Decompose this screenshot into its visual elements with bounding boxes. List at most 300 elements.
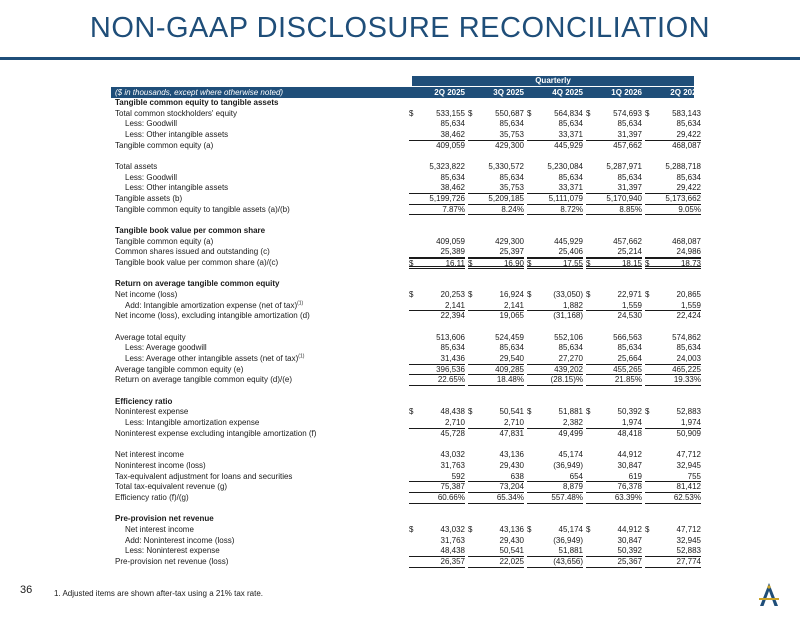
cell-value: 85,634 — [676, 172, 701, 182]
table-cell — [586, 311, 642, 322]
table-cell — [409, 472, 465, 483]
table-cell — [586, 407, 642, 418]
dollar-sign: $ — [409, 259, 414, 269]
cell-value: 7.87% — [442, 204, 465, 214]
cell-value: 25,397 — [499, 247, 524, 257]
dollar-sign: $ — [645, 259, 650, 269]
table-cell — [409, 205, 465, 216]
table-row — [111, 258, 701, 269]
table-cell — [527, 525, 583, 536]
table-cell — [527, 247, 583, 258]
table-cell — [645, 258, 701, 269]
dollar-sign: $ — [409, 290, 414, 300]
cell-value: 524,459 — [495, 332, 524, 342]
table-cell — [409, 482, 465, 493]
table-cell — [468, 365, 524, 376]
cell-value: 85,634 — [558, 119, 583, 129]
table-cell — [586, 301, 642, 312]
cell-value: 8.85% — [619, 204, 642, 214]
table-row — [111, 162, 701, 173]
section-heading: Tangible book value per common share — [115, 226, 266, 236]
table-cell — [468, 375, 524, 386]
dollar-sign: $ — [645, 108, 650, 118]
table-cell — [586, 173, 642, 184]
cell-value: 5,111,079 — [548, 194, 583, 204]
table-cell — [645, 354, 701, 365]
cell-value: 45,174 — [558, 450, 583, 460]
table-cell — [409, 194, 465, 205]
table-cell — [409, 536, 465, 547]
table-cell — [645, 237, 701, 248]
row-label: Net income (loss), excluding intangible amortization (d) — [115, 311, 310, 321]
row-label: Total assets — [115, 162, 158, 172]
spacer-row — [111, 269, 694, 280]
section-heading-row — [111, 226, 694, 237]
table-cell — [527, 407, 583, 418]
table-cell — [409, 365, 465, 376]
cell-value: 43,032 — [440, 450, 465, 460]
row-label: Tangible assets (b) — [115, 194, 183, 204]
table-cell — [586, 343, 642, 354]
cell-value: 85,634 — [617, 172, 642, 182]
cell-value: 564,834 — [554, 108, 583, 118]
table-cell — [645, 119, 701, 130]
row-label: Noninterest income (loss) — [115, 460, 206, 470]
cell-value: 24,003 — [676, 354, 701, 364]
table-cell — [645, 557, 701, 568]
table-cell — [468, 429, 524, 440]
cell-value: 45,174 — [558, 524, 583, 534]
cell-value: 5,173,662 — [665, 194, 701, 204]
table-cell — [409, 311, 465, 322]
spacer-row — [111, 440, 694, 451]
cell-value: 31,397 — [617, 183, 642, 193]
table-cell — [409, 258, 465, 269]
cell-value: (36,949) — [553, 460, 583, 470]
row-label: Return on average tangible common equity (d)/(e) — [115, 375, 292, 385]
table-cell — [527, 536, 583, 547]
cell-value: 566,563 — [613, 332, 642, 342]
table-row — [111, 290, 701, 301]
cell-value: 25,406 — [558, 247, 583, 257]
dollar-sign: $ — [527, 524, 532, 534]
cell-value: 44,912 — [617, 450, 642, 460]
table-row — [111, 311, 701, 322]
row-label: Noninterest expense — [115, 407, 189, 417]
cell-value: 60.66% — [437, 492, 465, 502]
table-cell — [645, 450, 701, 461]
table-cell — [409, 429, 465, 440]
cell-value: 445,929 — [554, 140, 583, 150]
cell-value: 25,214 — [617, 247, 642, 257]
table-cell — [586, 247, 642, 258]
cell-value: 574,862 — [672, 332, 701, 342]
column-header-2q-2025: 2Q 2025 — [434, 88, 465, 97]
table-cell — [468, 482, 524, 493]
table-cell — [409, 418, 465, 429]
spacer-row — [111, 322, 694, 333]
cell-value: 1,559 — [621, 300, 642, 310]
table-cell — [645, 130, 701, 141]
units-note: ($ in thousands, except where otherwise noted) — [115, 88, 284, 97]
table-cell — [409, 546, 465, 557]
dollar-sign: $ — [468, 290, 473, 300]
table-cell — [468, 183, 524, 194]
table-cell — [409, 557, 465, 568]
cell-value: 62.53% — [673, 492, 701, 502]
cell-value: 85,634 — [440, 119, 465, 129]
cell-value: 25,389 — [440, 247, 465, 257]
table-cell — [468, 450, 524, 461]
table-cell — [586, 130, 642, 141]
dollar-sign: $ — [586, 407, 591, 417]
cell-value: 583,143 — [672, 108, 701, 118]
table-cell — [468, 173, 524, 184]
cell-value: 85,634 — [499, 119, 524, 129]
row-label: Less: Average goodwill — [125, 343, 207, 353]
table-row — [111, 236, 701, 248]
dollar-sign: $ — [527, 290, 532, 300]
table-cell — [527, 333, 583, 344]
table-cell — [586, 493, 642, 504]
table-cell — [586, 109, 642, 120]
cell-value: 27,270 — [558, 354, 583, 364]
spacer-row — [111, 151, 694, 162]
cell-value: 47,712 — [676, 524, 701, 534]
row-label: Add: Intangible amortization expense (net of tax)$^{(1)}$ — [125, 300, 304, 310]
table-cell — [468, 407, 524, 418]
cell-value: (33,050) — [553, 290, 583, 300]
cell-value: 513,606 — [436, 332, 465, 342]
table-cell — [645, 375, 701, 386]
cell-value: 65.34% — [496, 492, 524, 502]
section-heading-row — [111, 514, 694, 525]
table-cell — [468, 205, 524, 216]
cell-value: 5,209,185 — [488, 194, 524, 204]
section-heading: Tangible common equity to tangible assets — [115, 98, 279, 107]
table-cell — [468, 354, 524, 365]
table-cell — [586, 141, 642, 152]
table-cell — [645, 183, 701, 194]
table-cell — [527, 418, 583, 429]
cell-value: 24,530 — [617, 311, 642, 321]
table-cell — [468, 109, 524, 120]
table-cell — [468, 536, 524, 547]
table-cell — [586, 525, 642, 536]
footnote-marker: (1) — [298, 353, 305, 360]
table-cell — [645, 418, 701, 429]
cell-value: 29,430 — [499, 535, 524, 545]
cell-value: 85,634 — [558, 343, 583, 353]
table-cell — [527, 472, 583, 483]
table-cell — [409, 301, 465, 312]
cell-value: 38,462 — [440, 183, 465, 193]
cell-value: 468,087 — [672, 140, 701, 150]
row-label: Total tax-equivalent revenue (g) — [115, 482, 228, 492]
table-cell — [586, 205, 642, 216]
table-cell — [409, 461, 465, 472]
cell-value: 465,225 — [672, 364, 701, 374]
table-cell — [586, 365, 642, 376]
table-cell — [645, 311, 701, 322]
table-cell — [586, 482, 642, 493]
cell-value: (31,168) — [553, 311, 583, 321]
table-cell — [527, 375, 583, 386]
table-row — [111, 119, 701, 130]
cell-value: 43,136 — [499, 450, 524, 460]
table-cell — [586, 183, 642, 194]
cell-value: 35,753 — [499, 130, 524, 140]
cell-value: 38,462 — [440, 130, 465, 140]
section-heading-row — [111, 279, 694, 290]
table-cell — [527, 311, 583, 322]
cell-value: 2,382 — [562, 418, 583, 428]
table-cell — [527, 557, 583, 568]
row-label: Noninterest expense excluding intangible amortization (f) — [115, 428, 317, 438]
cell-value: 85,634 — [440, 172, 465, 182]
cell-value: 445,929 — [554, 236, 583, 246]
cell-value: 2,141 — [444, 300, 465, 310]
cell-value: 76,378 — [617, 482, 642, 492]
cell-value: 8.72% — [560, 204, 583, 214]
cell-value: 85,634 — [499, 172, 524, 182]
footnote-marker: (1) — [297, 300, 304, 307]
table-cell — [586, 375, 642, 386]
table-cell — [468, 247, 524, 258]
table-cell — [645, 205, 701, 216]
table-cell — [645, 461, 701, 472]
cell-value: 85,634 — [617, 119, 642, 129]
cell-value: 45,728 — [440, 428, 465, 438]
row-label: Total common stockholders' equity — [115, 108, 238, 118]
table-row — [111, 492, 701, 504]
cell-value: 1,974 — [621, 418, 642, 428]
table-cell — [527, 429, 583, 440]
table-row — [111, 183, 701, 194]
column-header-1q-2026: 1Q 2026 — [611, 88, 642, 97]
cell-value: 49,499 — [558, 428, 583, 438]
table-cell — [527, 290, 583, 301]
cell-value: 2,141 — [503, 300, 524, 310]
cell-value: 81,412 — [676, 482, 701, 492]
table-cell — [468, 461, 524, 472]
table-cell — [586, 162, 642, 173]
table-cell — [409, 237, 465, 248]
section-heading-row — [111, 397, 694, 408]
table-cell — [586, 290, 642, 301]
cell-value: 409,285 — [495, 364, 524, 374]
cell-value: 22.65% — [437, 375, 465, 385]
table-row — [111, 428, 701, 440]
row-label: Less: Other intangible assets — [125, 130, 229, 140]
table-cell — [645, 343, 701, 354]
table-cell — [527, 258, 583, 269]
dollar-sign: $ — [645, 407, 650, 417]
cell-value: 533,155 — [436, 108, 465, 118]
table-cell — [586, 557, 642, 568]
table-cell — [586, 429, 642, 440]
cell-value: 1,974 — [680, 418, 701, 428]
cell-value: 2,710 — [503, 418, 524, 428]
table-cell — [468, 141, 524, 152]
dollar-sign: $ — [468, 407, 473, 417]
table-cell — [527, 354, 583, 365]
table-cell — [586, 536, 642, 547]
table-cell — [468, 130, 524, 141]
cell-value: 1,882 — [562, 300, 583, 310]
table-cell — [586, 418, 642, 429]
cell-value: 63.39% — [614, 492, 642, 502]
cell-value: 33,371 — [558, 130, 583, 140]
table-cell — [645, 493, 701, 504]
cell-value: 22,025 — [499, 556, 524, 566]
row-label: Net income (loss) — [115, 290, 178, 300]
cell-value: 9.05% — [678, 204, 701, 214]
cell-value: 43,136 — [499, 524, 524, 534]
cell-value: 85,634 — [676, 119, 701, 129]
table-cell — [468, 333, 524, 344]
table-cell — [527, 546, 583, 557]
table-cell — [645, 546, 701, 557]
cell-value: 48,418 — [617, 428, 642, 438]
table-row — [111, 375, 701, 386]
dollar-sign: $ — [409, 407, 414, 417]
table-cell — [645, 407, 701, 418]
cell-value: 409,059 — [436, 140, 465, 150]
column-header-4q-2025: 4Q 2025 — [552, 88, 583, 97]
table-cell — [645, 173, 701, 184]
cell-value: 619 — [628, 471, 642, 481]
row-label: Less: Goodwill — [125, 172, 178, 182]
cell-value: 8,879 — [562, 482, 583, 492]
cell-value: 52,883 — [676, 546, 701, 556]
dollar-sign: $ — [645, 290, 650, 300]
table-header — [111, 87, 701, 98]
table-row — [111, 332, 701, 344]
table-cell — [645, 194, 701, 205]
row-label: Less: Other intangible assets — [125, 183, 229, 193]
page-title: NON-GAAP DISCLOSURE RECONCILIATION — [89, 12, 711, 44]
cell-value: 16.11 — [445, 259, 465, 269]
table-row — [111, 204, 701, 216]
spacer-row — [111, 215, 694, 226]
cell-value: 22,424 — [676, 311, 701, 321]
table-cell — [645, 525, 701, 536]
page-number: 36 — [20, 584, 33, 596]
cell-value: 5,230,084 — [547, 162, 583, 172]
cell-value: 30,847 — [617, 535, 642, 545]
cell-value: 29,430 — [499, 460, 524, 470]
table-cell — [527, 343, 583, 354]
cell-value: 85,634 — [617, 343, 642, 353]
table-cell — [645, 472, 701, 483]
dollar-sign: $ — [586, 290, 591, 300]
table-cell — [527, 237, 583, 248]
cell-value: 29,540 — [499, 354, 524, 364]
table-cell — [645, 247, 701, 258]
cell-value: 429,300 — [495, 140, 524, 150]
cell-value: (43,656) — [553, 556, 583, 566]
dollar-sign: $ — [468, 108, 473, 118]
cell-value: 50,541 — [499, 546, 524, 556]
table-cell — [586, 461, 642, 472]
table-cell — [409, 183, 465, 194]
table-cell — [586, 119, 642, 130]
table-cell — [409, 247, 465, 258]
cell-value: 409,059 — [436, 236, 465, 246]
table-cell — [527, 130, 583, 141]
table-cell — [409, 407, 465, 418]
table-cell — [409, 493, 465, 504]
cell-value: 2,710 — [444, 418, 465, 428]
table-row — [111, 546, 701, 557]
table-row — [111, 407, 701, 418]
row-label: Tangible common equity to tangible assets (a)/(b) — [115, 204, 290, 214]
column-group-header: Quarterly — [412, 76, 694, 86]
dollar-sign: $ — [586, 108, 591, 118]
cell-value: 21.85% — [614, 375, 642, 385]
table-row — [111, 482, 701, 493]
table-cell — [468, 258, 524, 269]
cell-value: 557.48% — [551, 492, 583, 502]
table-row — [111, 140, 701, 152]
cell-value: 18.15 — [621, 259, 642, 269]
cell-value: 43,032 — [440, 524, 465, 534]
table-cell — [645, 162, 701, 173]
table-cell — [586, 194, 642, 205]
cell-value: 31,397 — [617, 130, 642, 140]
cell-value: 455,265 — [613, 364, 642, 374]
cell-value: 31,763 — [440, 460, 465, 470]
table-cell — [586, 450, 642, 461]
dollar-sign: $ — [527, 108, 532, 118]
table-cell — [586, 546, 642, 557]
cell-value: 550,687 — [495, 108, 524, 118]
table-cell — [409, 141, 465, 152]
table-cell — [468, 119, 524, 130]
table-cell — [409, 375, 465, 386]
cell-value: 50,392 — [617, 407, 642, 417]
cell-value: 29,422 — [676, 130, 701, 140]
table-cell — [586, 237, 642, 248]
cell-value: 18.73 — [680, 259, 701, 269]
table-row — [111, 172, 701, 184]
cell-value: 19.33% — [673, 375, 701, 385]
column-header-2q-2026: 2Q 2026 — [670, 88, 701, 97]
section-heading: Efficiency ratio — [115, 396, 173, 406]
cell-value: 654 — [569, 471, 583, 481]
table-cell — [409, 354, 465, 365]
dollar-sign: $ — [645, 524, 650, 534]
cell-value: 50,392 — [617, 546, 642, 556]
row-label: Tangible common equity (a) — [115, 236, 214, 246]
cell-value: 396,536 — [436, 364, 465, 374]
table-cell — [468, 194, 524, 205]
cell-value: 26,357 — [440, 556, 465, 566]
table-cell — [645, 301, 701, 312]
table-cell — [527, 183, 583, 194]
table-row — [111, 524, 701, 536]
cell-value: 30,847 — [617, 460, 642, 470]
row-label: Less: Goodwill — [125, 119, 178, 129]
cell-value: 439,202 — [554, 364, 583, 374]
row-label: Average total equity — [115, 332, 186, 342]
cell-value: 468,087 — [672, 236, 701, 246]
table-cell — [527, 450, 583, 461]
cell-value: 33,371 — [558, 183, 583, 193]
cell-value: 1,559 — [680, 300, 701, 310]
table-row — [111, 343, 701, 354]
